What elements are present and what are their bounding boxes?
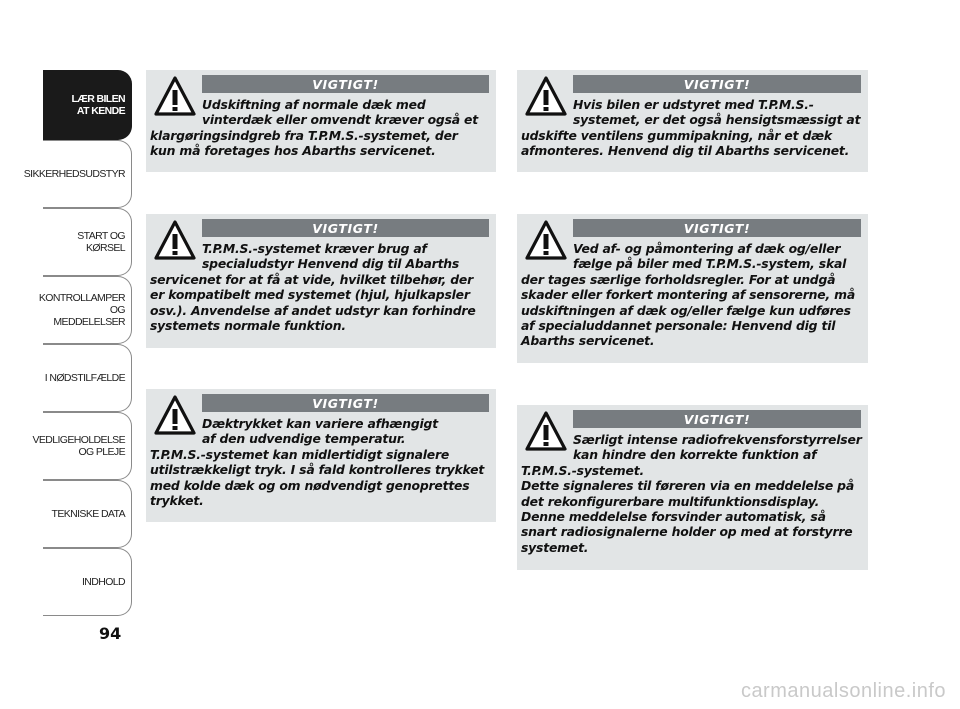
warning-line: Særligt intense radiofrekvensforstyrrelser <box>573 432 862 447</box>
warning-line: der tages særlige forholdsregler. For at undgå <box>521 271 836 287</box>
warning-line: Dæktrykket kan variere afhængigt <box>202 416 438 431</box>
tab-label: I NØDSTILFÆLDE <box>44 372 125 384</box>
warning-line: skader eller forkert montering af sensorerne, må <box>521 287 855 303</box>
tab-label: LÆR BILEN AT KENDE <box>71 93 125 117</box>
tab-label: INDHOLD <box>81 576 125 588</box>
warning-line: T.P.M.S.-systemet. <box>521 462 644 478</box>
warning-line: systemets normale funktion. <box>150 318 346 334</box>
warning-box <box>146 70 496 172</box>
warning-line: kan hindre den korrekte funktion af <box>573 447 817 463</box>
warning-line: klargøringsindgreb fra T.P.M.S.-systemet, der <box>150 127 458 143</box>
tab-kontrollamper[interactable] <box>38 276 132 344</box>
watermark: carmanualsonline.info <box>740 680 946 702</box>
warning-line: det rekonfigurerbare multifunktionsdisplay. <box>521 493 820 509</box>
warning-heading: VIGTIGT! <box>573 219 861 237</box>
warning-line: Ved af- og påmontering af dæk og/eller <box>573 241 841 256</box>
warning-line: systemet, er det også hensigtsmæssigt at <box>573 112 861 128</box>
warning-line: utilstrækkeligt tryk. I så fald kontrolleres trykket <box>150 462 485 478</box>
tab-tekniske-data[interactable] <box>43 480 132 548</box>
page-number: 94 <box>99 624 122 643</box>
warning-line: er kompatibelt med systemet (hjul, hjulkapsler <box>150 287 470 303</box>
tab-label: KONTROLLAMPER OG MEDDELELSER <box>38 292 125 328</box>
warning-line: af den udvendige temperatur. <box>202 431 406 447</box>
tab-sikkerhedsudstyr[interactable] <box>23 140 132 208</box>
warning-heading: VIGTIGT! <box>573 75 861 93</box>
warning-line: med kolde dæk og om nødvendigt genoprettes <box>150 477 470 493</box>
warning-line: servicenet for at få at vide, hvilket tilbehør, der <box>150 271 473 287</box>
warning-heading: VIGTIGT! <box>573 410 861 428</box>
warning-text <box>150 416 490 508</box>
warning-line: trykket. <box>150 493 204 509</box>
warning-line: specialudstyr Henvend dig til Abarths <box>202 256 460 272</box>
warning-line: udskifte ventilens gummipakning, når et dæk <box>521 127 832 143</box>
warning-text <box>521 432 862 555</box>
tab-label: START OG KØRSEL <box>77 230 125 254</box>
tab-lær-bilen-at-kende[interactable] <box>43 70 132 140</box>
warning-line: systemet. <box>521 539 589 555</box>
warning-line: udskiftningen af dæk og/eller fælge kun udføres <box>521 302 851 318</box>
warning-heading: VIGTIGT! <box>202 75 489 93</box>
warning-box <box>517 70 868 172</box>
warning-box <box>517 405 868 570</box>
tab-i-nodstilfaelde[interactable] <box>43 344 132 412</box>
warning-line: fælge på biler med T.P.M.S.-system, skal <box>573 256 847 272</box>
tab-label: TEKNISKE DATA <box>51 508 125 520</box>
warning-text <box>521 241 862 349</box>
warning-box <box>146 214 496 348</box>
tab-indhold[interactable] <box>43 548 132 616</box>
tab-label: VEDLIGEHOLDELSE OG PLEJE <box>32 434 125 458</box>
warning-line: T.P.M.S.-systemet kræver brug af <box>202 241 427 256</box>
warning-line: kun må foretages hos Abarths servicenet. <box>150 143 436 159</box>
warning-line: osv.). Anvendelse af andet udstyr kan forhindre <box>150 302 476 318</box>
warning-text <box>521 97 862 159</box>
warning-line: Udskiftning af normale dæk med <box>202 97 426 112</box>
warning-heading: VIGTIGT! <box>202 219 489 237</box>
warning-line: Abarths servicenet. <box>521 333 655 349</box>
warning-line: vinterdæk eller omvendt kræver også et <box>202 112 478 128</box>
warning-box <box>146 389 496 522</box>
warning-text <box>150 241 490 333</box>
warning-line: snart radiosignalerne holder op med at forstyrre <box>521 524 853 540</box>
warning-text <box>150 97 490 159</box>
warning-line: Denne meddelelse forsvinder automatisk, så <box>521 509 826 525</box>
tab-start-og-korsel[interactable] <box>43 208 132 276</box>
warning-line: T.P.M.S.-systemet kan midlertidigt signalere <box>150 446 450 462</box>
warning-line: af specialuddannet personale: Henvend dig til <box>521 318 836 334</box>
warning-heading: VIGTIGT! <box>202 394 489 412</box>
warning-line: afmonteres. Henvend dig til Abarths servicenet. <box>521 143 850 159</box>
warning-line: Dette signaleres til føreren via en meddelelse på <box>521 478 854 494</box>
warning-box <box>517 214 868 363</box>
tab-label: SIKKERHEDSUDSTYR <box>23 168 125 180</box>
tab-vedligeholdelse[interactable] <box>32 412 132 480</box>
warning-line: Hvis bilen er udstyret med T.P.M.S.- <box>573 97 814 112</box>
